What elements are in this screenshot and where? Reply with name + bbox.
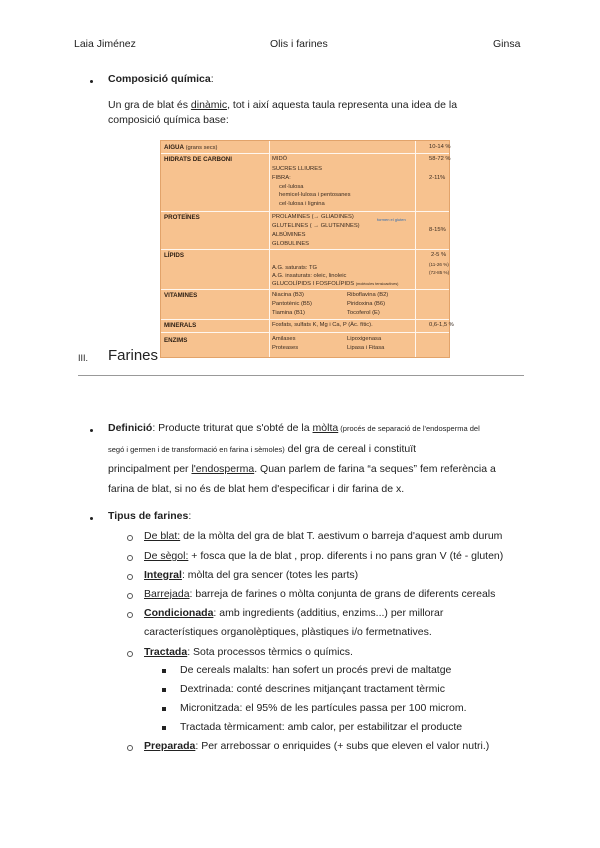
row-aigua-value: 10-14 % (429, 144, 451, 150)
circle-bullet-icon (127, 651, 133, 657)
square-bullet-icon (162, 669, 166, 673)
tipus-item-line2: característiques organolèptiques, plàstiques i/o fermetnatives. (144, 626, 432, 638)
gluten-note: formen el gluten (377, 217, 406, 222)
hidrats-line: FIBRA: (272, 175, 291, 181)
circle-bullet-icon (127, 745, 133, 751)
vitamines-item: Tiamina (B1) (272, 310, 305, 316)
lipids-value: (11-26 %) (429, 262, 449, 267)
section-number: III. (78, 353, 89, 363)
vitamines-item: Tocoferol (E) (347, 310, 380, 316)
header-author: Laia Jiménez (74, 38, 136, 50)
lipids-line: GLUCOLÍPIDS I FOSFOLÍPIDS (molècules tensioactives) (272, 281, 399, 287)
proteines-line: GLUTELINES ( → GLUTENINES) (272, 223, 360, 229)
hidrats-value: 58-72 % (429, 156, 451, 162)
definicio-line4: farina de blat, si no és de blat hem d'especificar i dir farina de x. (108, 483, 405, 495)
proteines-value: 8-15% (429, 227, 446, 233)
tractada-sub-item: De cereals malalts: han sofert un procés previ de maltatge (180, 664, 452, 676)
composicio-intro: Un gra de blat és dinàmic, tot i així aquesta taula representa una idea de la (108, 99, 458, 111)
vitamines-item: Pantotènic (B5) (272, 301, 312, 307)
row-lipids-label: LÍPIDS (164, 252, 184, 259)
lipids-value: 2-5 % (431, 252, 447, 258)
hidrats-line: SUCRES LLIURES (272, 166, 322, 172)
definicio-line1: Definició: Producte triturat que s'obté de la mòlta (procés de separació de l'endosperma del (108, 422, 480, 434)
tipus-item: Barrejada: barreja de farines o mòlta conjunta de grans de diferents cereals (144, 588, 496, 600)
lipids-value: (72-85 %) (429, 270, 450, 275)
composicio-heading: Composició química: (108, 73, 214, 85)
row-vitamines-label: VITAMINES (164, 292, 198, 299)
proteines-line: GLOBULINES (272, 241, 310, 247)
definicio-line3: principalment per l'endosperma. Quan parlem de farina “a seques” fem referència a (108, 463, 496, 475)
composition-table (160, 140, 454, 358)
vitamines-item: Riboflavina (B2) (347, 292, 389, 298)
minerals-text: Fosfats, sulfats K, Mg i Ca, P (Àc. fític). (272, 322, 373, 328)
header-title: Olis i farines (270, 38, 328, 50)
tractada-sub-item: Micronitzada: el 95% de les partícules passa per 100 microm. (180, 702, 467, 714)
square-bullet-icon (162, 707, 166, 711)
hidrats-value: 2-11% (429, 175, 446, 181)
definicio-line2: segó i germen i de transformació en farina i sèmoles) del gra de cereal i constituït (108, 443, 417, 455)
lipids-line: A.G. insaturats: oleic, linoleic (272, 273, 347, 279)
row-proteines-label: PROTEÏNES (164, 214, 200, 221)
circle-bullet-icon (127, 535, 133, 541)
row-hidrats-label: HIDRATS DE CARBONI (164, 156, 232, 163)
tipus-item: De sègol: + fosca que la de blat , prop. diferents i no pans gran V (té - gluten) (144, 550, 504, 562)
bullet-icon (90, 80, 93, 83)
tipus-item: Preparada: Per arrebossar o enriquides (+ subs que eleven el valor nutri.) (144, 740, 490, 752)
proteines-line: ALBÚMINES (272, 232, 306, 238)
tractada-sub-item: Dextrinada: conté descrines mitjançant tractament tèrmic (180, 683, 445, 695)
square-bullet-icon (162, 688, 166, 692)
composicio-intro-line2: composició química base: (108, 114, 229, 126)
tipus-item: Condicionada: amb ingredients (additius, enzims...) per millorar (144, 607, 444, 619)
bullet-icon (90, 429, 93, 432)
enzims-item: Amilases (272, 336, 296, 342)
circle-bullet-icon (127, 593, 133, 599)
vitamines-item: Piridoxina (B6) (347, 301, 386, 307)
section-title: Farines (108, 347, 159, 364)
row-aigua-label: AIGUA (grans secs) (164, 144, 218, 151)
tipus-item: Integral: mòlta del gra sencer (totes les parts) (144, 569, 359, 581)
row-minerals-label: MINERALS (164, 322, 197, 329)
circle-bullet-icon (127, 574, 133, 580)
hidrats-line: MIDÓ (272, 156, 288, 162)
enzims-item: Lipoxigenasa (347, 336, 382, 342)
tipus-heading: Tipus de farines: (108, 510, 192, 522)
tipus-item: De blat: de la mòlta del gra de blat T. aestivum o barreja d'aquest amb durum (144, 530, 503, 542)
proteines-line: PROLAMINES (→ GLIADINES) (272, 214, 354, 220)
enzims-item: Proteases (272, 345, 299, 351)
vitamines-item: Niacina (B3) (272, 292, 304, 298)
circle-bullet-icon (127, 555, 133, 561)
minerals-value: 0,6-1,5 % (429, 322, 454, 328)
section-divider (78, 375, 524, 376)
tractada-sub-item: Tractada tèrmicament: amb calor, per estabilitzar el producte (180, 721, 463, 733)
tipus-item: Tractada: Sota processos tèrmics o químics. (144, 646, 353, 658)
hidrats-line: cel·lulosa i lignina (279, 201, 325, 207)
bullet-icon (90, 517, 93, 520)
header-school: Ginsa (493, 38, 521, 50)
hidrats-line: cel·lulosa (279, 184, 304, 190)
row-enzims-label: ENZIMS (164, 337, 188, 344)
enzims-item: Lipasa i Fitasa (347, 345, 385, 351)
square-bullet-icon (162, 726, 166, 730)
lipids-line: A.G. saturats: TG (272, 265, 317, 271)
circle-bullet-icon (127, 612, 133, 618)
hidrats-line: hemicel·lulosa i pentosanes (279, 192, 351, 198)
